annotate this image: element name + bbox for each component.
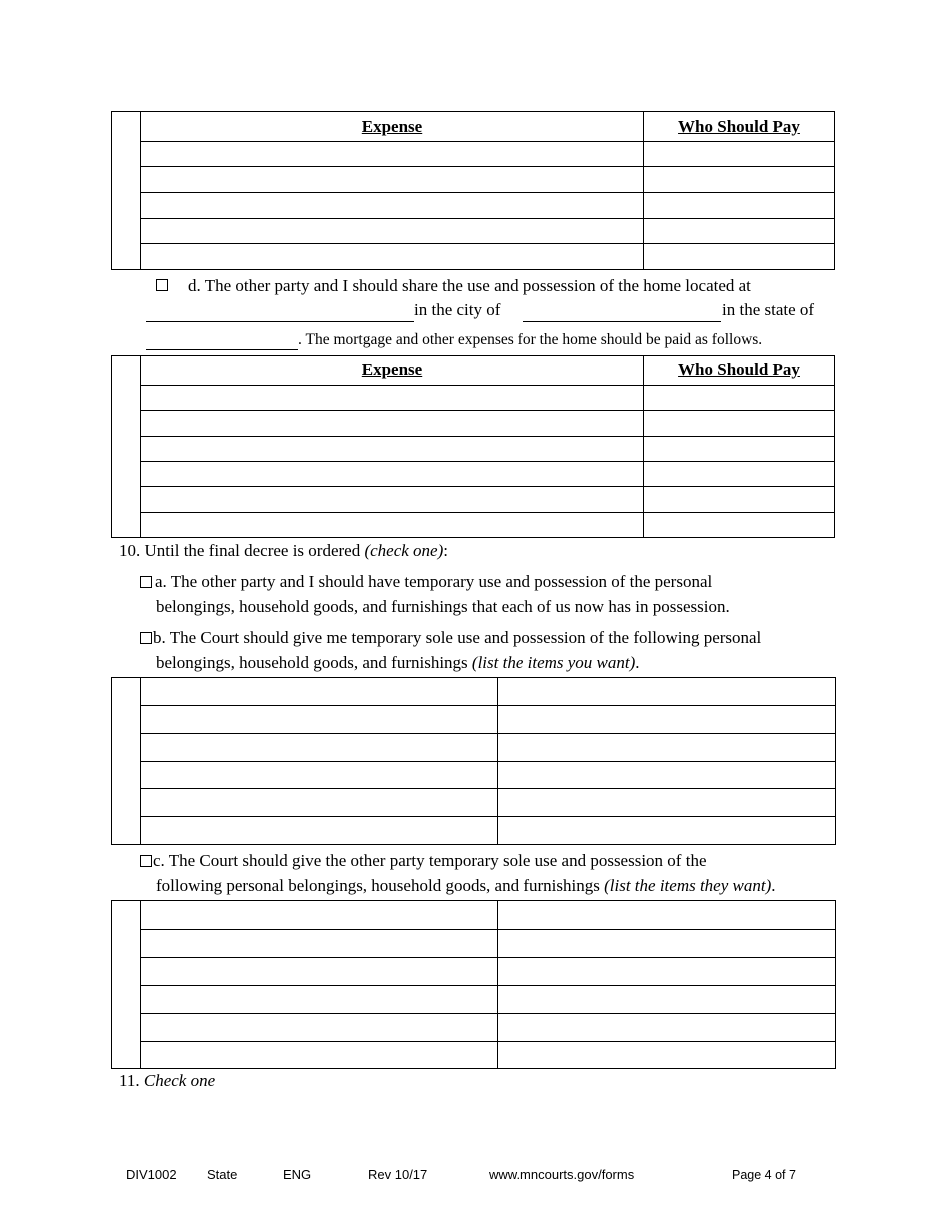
table-cell[interactable] (644, 142, 834, 166)
table-cell[interactable] (142, 142, 642, 166)
checkbox-10c[interactable] (140, 855, 152, 867)
checkbox-10a[interactable] (140, 576, 152, 588)
footer-page-number: Page 4 of 7 (732, 1168, 796, 1182)
state-field[interactable] (146, 349, 298, 350)
checkbox-item-d[interactable] (156, 279, 168, 291)
who-should-pay-column-header: Who Should Pay (678, 360, 800, 379)
item-10b-line2: belongings, household goods, and furnishings (list the items you want). (156, 653, 640, 672)
state-label: in the state of (722, 300, 815, 319)
who-should-pay-column-header: Who Should Pay (678, 117, 800, 136)
table-gutter (112, 901, 141, 1068)
expense-column-header: Expense (361, 360, 423, 379)
item-11-heading: 11. Check one (119, 1071, 216, 1090)
checkbox-10b[interactable] (140, 632, 152, 644)
footer-form-id: DIV1002 (126, 1167, 177, 1182)
footer-revision: Rev 10/17 (368, 1167, 428, 1182)
table-gutter (112, 678, 141, 844)
table-gutter (112, 112, 141, 269)
item-d-line1: d. The other party and I should share the use and possession of the home located at (188, 276, 751, 295)
item-10a-line1: a. The other party and I should have temporary use and possession of the personal (155, 572, 713, 591)
footer-language: ENG (283, 1167, 312, 1182)
expense-table-2 (111, 355, 835, 538)
expense-column-header: Expense (361, 117, 423, 136)
item-10-heading: 10. Until the final decree is ordered (check one): (119, 541, 449, 560)
item-10a-line2: belongings, household goods, and furnishings that each of us now has in possession. (156, 597, 730, 616)
footer-jurisdiction: State (207, 1167, 238, 1182)
item-10b-line1: b. The Court should give me temporary sole use and possession of the following personal (153, 628, 762, 647)
item-10c-line2: following personal belongings, household goods, and furnishings (list the items they want). (156, 876, 776, 895)
items-table-you-want (111, 677, 836, 845)
city-field[interactable] (523, 321, 721, 322)
table-gutter (112, 356, 141, 537)
home-address-field[interactable] (146, 321, 414, 322)
footer-website-link[interactable]: www.mncourts.gov/forms (489, 1167, 635, 1182)
city-label: in the city of (414, 300, 501, 319)
item-d-line3: . The mortgage and other expenses for the home should be paid as follows. (298, 331, 763, 348)
expense-table-1 (111, 111, 835, 270)
items-table-they-want (111, 900, 836, 1069)
item-10c-line1: c. The Court should give the other party temporary sole use and possession of the (153, 851, 707, 870)
